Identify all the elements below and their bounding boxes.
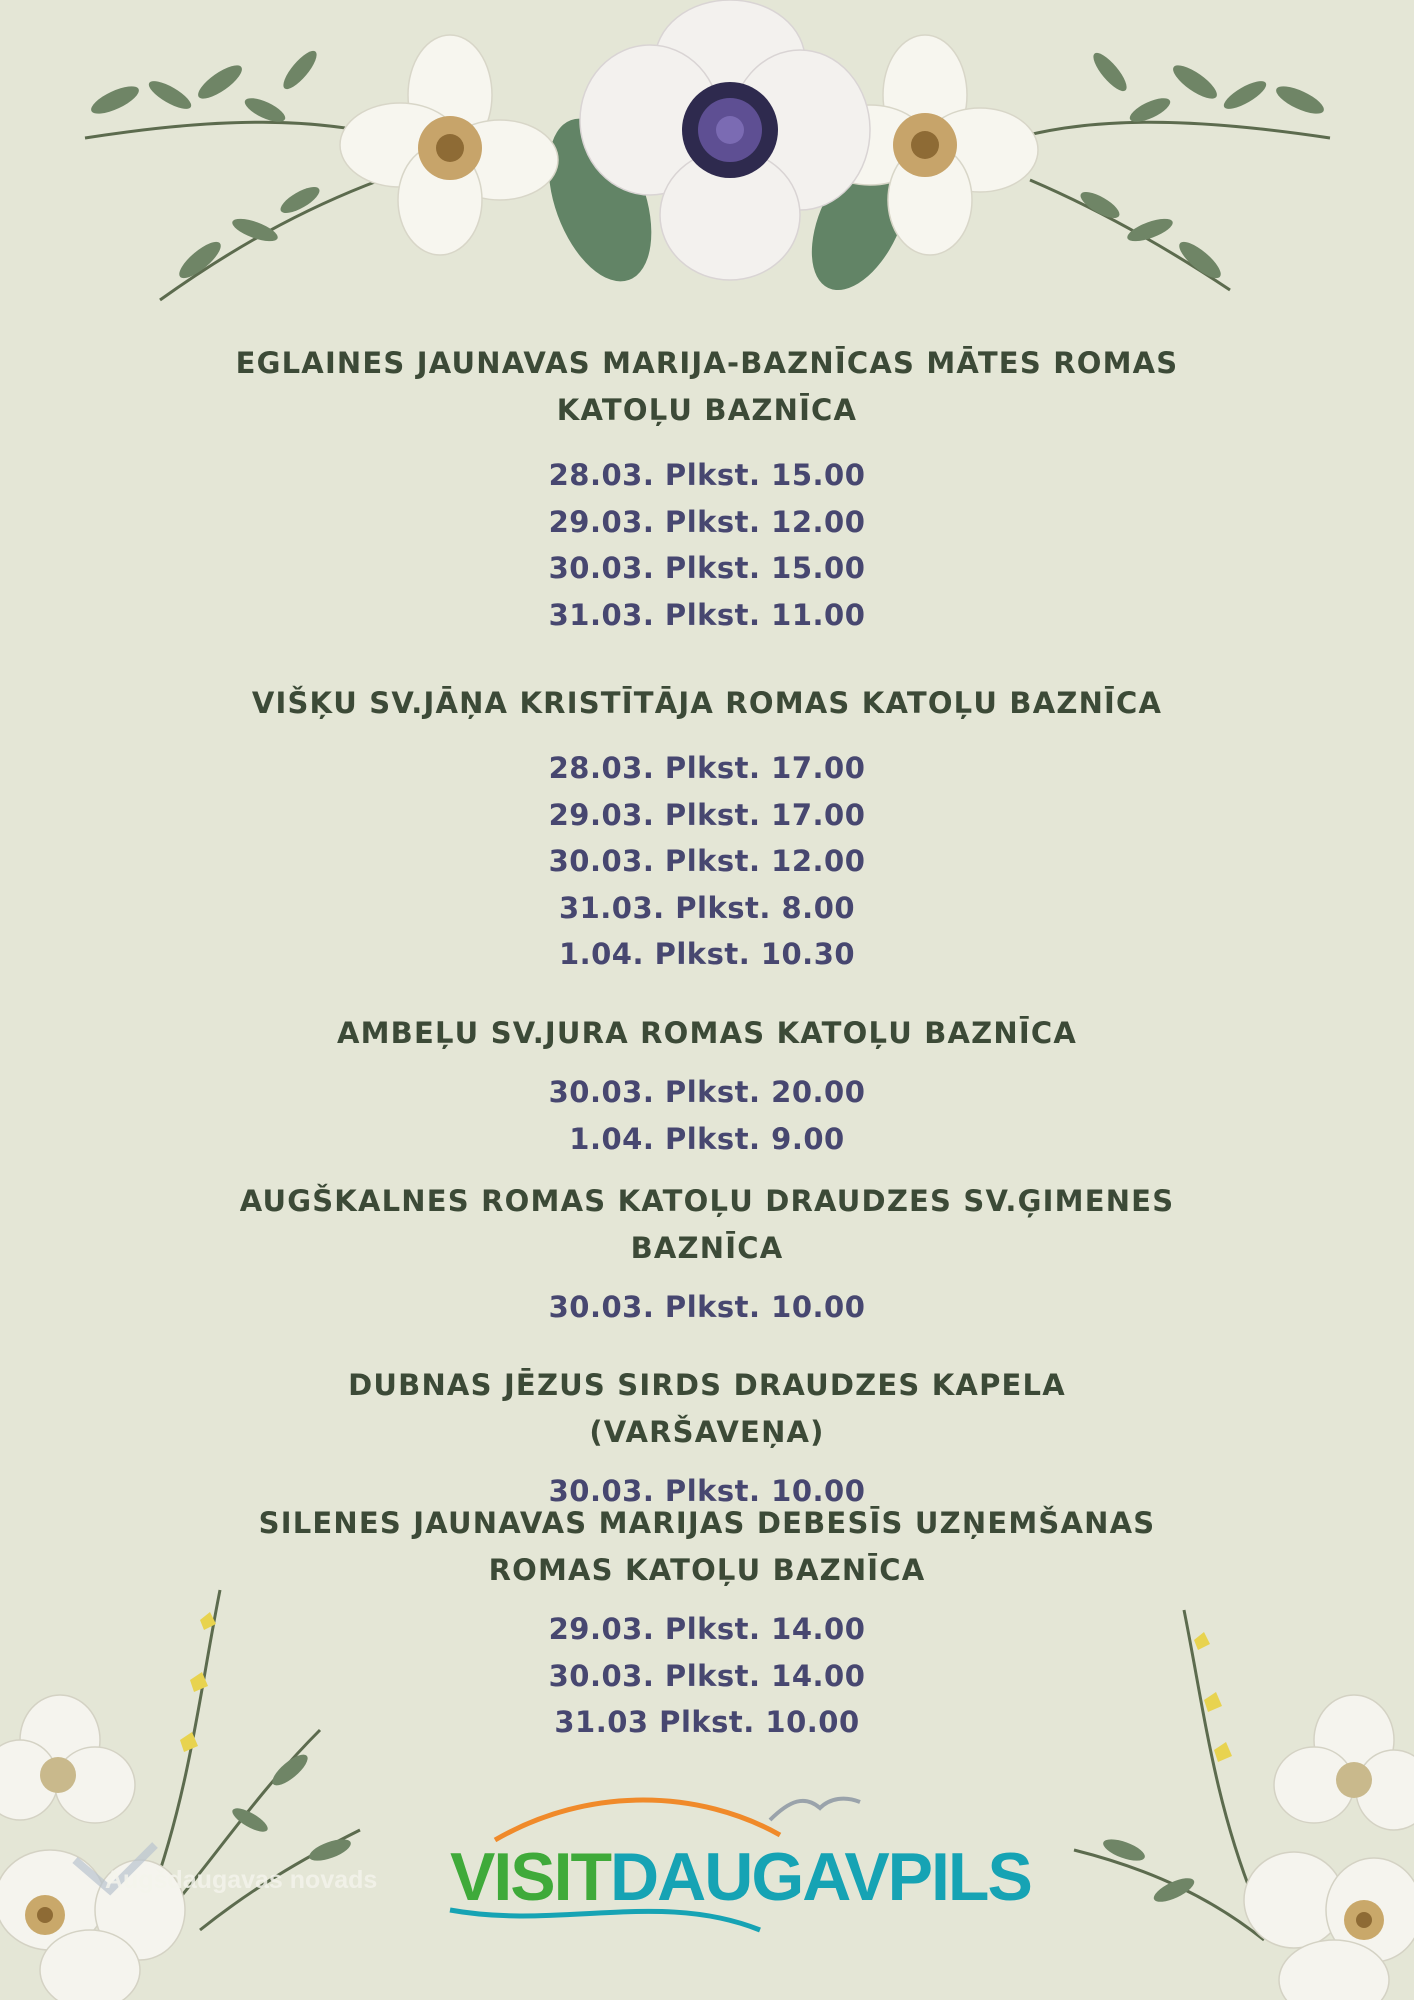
- church-section: [0, 340, 1414, 638]
- left-daffodil: [340, 35, 558, 255]
- church-name: VIŠĶU SV.JĀŅA KRISTĪTĀJA ROMAS KATOĻU BAZNĪCA: [251, 686, 1163, 720]
- service-time: 30.03. Plkst. 15.00: [548, 551, 866, 585]
- church-name: SILENES JAUNAVAS MARIJAS DEBESĪS UZŅEMŠANAS ROMAS KATOĻU BAZNĪCA: [258, 1506, 1156, 1587]
- service-times: [0, 1284, 1414, 1331]
- left-leaves: [88, 46, 323, 283]
- service-time: 30.03. Plkst. 10.00: [548, 1290, 866, 1324]
- church-section: [0, 1178, 1414, 1331]
- service-time: 29.03. Plkst. 14.00: [548, 1612, 866, 1646]
- service-time: 1.04. Plkst. 10.30: [558, 937, 856, 971]
- service-time: 29.03. Plkst. 12.00: [548, 504, 866, 539]
- region-name: Augšdaugavas novads: [105, 1866, 378, 1894]
- church-name: EGLAINES JAUNAVAS MARIJA-BAZNĪCAS MĀTES ROMAS KATOĻU BAZNĪCA: [235, 346, 1179, 427]
- service-time: 28.03. Plkst. 17.00: [548, 751, 866, 785]
- service-times: [0, 452, 1414, 638]
- church-section: [0, 680, 1414, 978]
- footer: [0, 1790, 1414, 1950]
- logo-visit: VISIT: [450, 1839, 611, 1915]
- service-time: 29.03. Plkst. 17.00: [548, 797, 866, 832]
- logo-wordmark: [450, 1838, 1031, 1916]
- service-times: [0, 745, 1414, 978]
- service-time: 31.03. Plkst. 11.00: [548, 597, 866, 632]
- service-times: [0, 1069, 1414, 1162]
- church-section: [0, 1362, 1414, 1515]
- service-time: 30.03. Plkst. 10.00: [548, 1474, 866, 1508]
- church-name: AUGŠKALNES ROMAS KATOĻU DRAUDZES SV.ĢIMENES BAZNĪCA: [239, 1184, 1175, 1265]
- church-section: [0, 1010, 1414, 1162]
- church-name: AMBEĻU SV.JURA ROMAS KATOĻU BAZNĪCA: [336, 1016, 1077, 1050]
- church-name: DUBNAS JĒZUS SIRDS DRAUDZES KAPELA (VARŠAVEŅA): [348, 1368, 1066, 1449]
- service-time: 30.03. Plkst. 14.00: [548, 1658, 866, 1693]
- service-time: 31.03. Plkst. 8.00: [558, 890, 856, 925]
- visit-daugavpils-logo[interactable]: [440, 1790, 1031, 1950]
- service-time: 1.04. Plkst. 9.00: [569, 1121, 845, 1156]
- service-time: 31.03 Plkst. 10.00: [554, 1705, 860, 1739]
- logo-city: DAUGAVPILS: [610, 1839, 1031, 1915]
- right-leaves: [1077, 48, 1327, 283]
- top-floral-garland: [0, 0, 1414, 330]
- service-time: 30.03. Plkst. 12.00: [548, 844, 866, 878]
- service-time: 28.03. Plkst. 15.00: [548, 458, 866, 492]
- service-time: 30.03. Plkst. 20.00: [548, 1075, 866, 1109]
